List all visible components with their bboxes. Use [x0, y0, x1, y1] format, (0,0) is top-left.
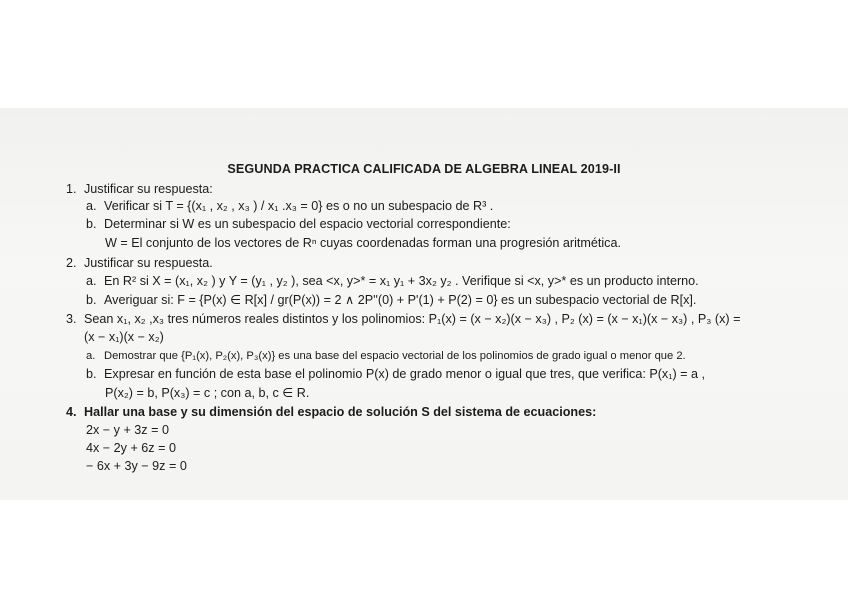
item-number: 4.: [66, 405, 77, 419]
item-1a: [86, 198, 493, 215]
subitem-letter: b.: [86, 367, 97, 381]
item-heading: Justificar su respuesta:: [84, 182, 213, 196]
item-1b-continuation: W = El conjunto de los vectores de Rⁿ cuyas coordenadas forman una progresión aritmética.: [105, 236, 621, 250]
exam-title: SEGUNDA PRACTICA CALIFICADA DE ALGEBRA LINEAL 2019-II: [227, 162, 621, 176]
subitem-text: Averiguar si: F = {P(x) ∈ R[x] / gr(P(x)) = 2 ∧ 2P''(0) + P'(1) + P(2) = 0} es un subespacio vectorial de R[x].: [104, 293, 697, 307]
item-2b: [86, 292, 696, 309]
subitem-text: En R² si X = (x₁, x₂ ) y Y = (y₁ , y₂ ), sea <x, y>* = x₁ y₁ + 3x₂ y₂ . Verifique si <x, y>* es un producto interno.: [104, 274, 699, 288]
subitem-letter: a.: [86, 350, 96, 362]
item-heading: Hallar una base y su dimensión del espacio de solución S del sistema de ecuaciones:: [84, 405, 597, 419]
item-heading: Sean x₁, x₂ ,x₃ tres números reales distintos y los polinomios: P₁(x) = (x − x₂)(x − x₃) , P₂ (x) = (x − x₁)(x − x₃) , P₃ (x) =: [84, 312, 741, 326]
equation-3: − 6x + 3y − 9z = 0: [86, 459, 187, 473]
item-2a: [86, 273, 699, 290]
item-1b: [86, 216, 511, 233]
item-3-heading-continuation: (x − x₁)(x − x₂): [84, 330, 164, 344]
subitem-text: Verificar si T = {(x₁ , x₂ , x₃ ) / x₁ .x₃ = 0} es o no un subespacio de R³ .: [104, 199, 494, 213]
subitem-text: Expresar en función de esta base el polinomio P(x) de grado menor o igual que tres, que verifica: P(x₁) = a ,: [104, 367, 706, 381]
subitem-letter: b.: [86, 293, 97, 307]
item-1: [66, 181, 213, 198]
item-2: [66, 255, 213, 272]
equation-1: 2x − y + 3z = 0: [86, 423, 169, 437]
subitem-letter: a.: [86, 199, 97, 213]
subitem-text: Demostrar que {P₁(x), P₂(x), P₃(x)} es una base del espacio vectorial de los polinomios de grado igual o menor que 2.: [104, 350, 686, 362]
item-number: 3.: [66, 312, 77, 326]
item-number: 1.: [66, 182, 77, 196]
item-heading: Justificar su respuesta.: [84, 256, 213, 270]
item-3b-continuation: P(x₂) = b, P(x₃) = c ; con a, b, c ∈ R.: [105, 386, 310, 400]
subitem-text: Determinar si W es un subespacio del espacio vectorial correspondiente:: [104, 217, 511, 231]
equation-2: 4x − 2y + 6z = 0: [86, 441, 176, 455]
item-3a: [86, 348, 686, 365]
subitem-letter: b.: [86, 217, 97, 231]
item-3: [66, 311, 740, 328]
item-4: [66, 404, 596, 421]
item-number: 2.: [66, 256, 77, 270]
subitem-letter: a.: [86, 274, 97, 288]
item-3b: [86, 366, 705, 383]
